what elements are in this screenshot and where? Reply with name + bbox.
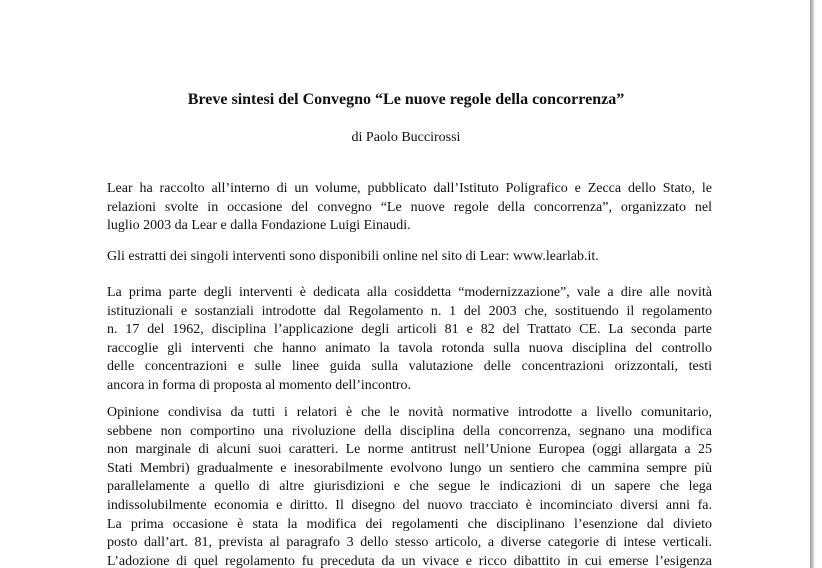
text-line: La prima occasione è stata la modifica dei regolamenti che disciplinano l’esenzione dal divieto bbox=[107, 516, 712, 532]
text-line: Stati Membri) gradualmente e inesorabilmente evolvono lungo un sentiero che cammina sempre più bbox=[107, 460, 712, 476]
text-line: luglio 2003 da Lear e dalla Fondazione Luigi Einaudi. bbox=[107, 218, 411, 234]
paragraph-4 bbox=[107, 404, 712, 568]
text-line: parallelamente a quello di altre giurisdizioni e che segue le indicazioni di un sapere che lega bbox=[107, 479, 712, 495]
text-line: indissolubilmente economia e diritto. Il disegno del nuovo tracciato è incominciato diversi anni fa. bbox=[107, 497, 712, 513]
paragraph-3 bbox=[107, 284, 712, 396]
text-line: n. 17 del 1962, disciplina l’applicazione degli articoli 81 e 82 del Trattato CE. La seconda parte bbox=[107, 322, 712, 338]
text-line: istituzionali e sostanziali introdotte dal Regolamento n. 1 del 2003 che, sostituendo il regolamento bbox=[107, 303, 712, 319]
text-line: delle concentrazioni e sulle linee guida sulla valutazione delle concentrazioni orizzontali, testi bbox=[107, 359, 712, 375]
text-line: sebbene non comportino una rivoluzione della disciplina della concorrenza, segnano una modifica bbox=[107, 423, 712, 439]
text-line: posto dall’art. 81, prevista al paragrafo 3 dello stesso articolo, a diverse categorie di intese verticali. bbox=[107, 535, 712, 551]
text-line: relazioni svolte in occasione del convegno “Le nuove regole della concorrenza”, organizzato nel bbox=[107, 199, 712, 215]
text-line: Lear ha raccolto all’interno di un volume, pubblicato dall’Istituto Poligrafico e Zecca dello Stato, le bbox=[107, 181, 712, 196]
text-line: non marginale di alcuni suoi caratteri. Le norme antitrust nell’Unione Europea (oggi allargata a 25 bbox=[107, 442, 712, 458]
paragraph-2 bbox=[107, 248, 712, 267]
paragraph-1 bbox=[107, 180, 712, 236]
text-line: Gli estratti dei singoli interventi sono disponibili online nel sito di Lear: www.learlab.it. bbox=[107, 249, 599, 264]
text-line: Opinione condivisa da tutti i relatori è che le novità normative introdotte a livello comunitario, bbox=[107, 405, 712, 420]
document-title: Breve sintesi del Convegno “Le nuove regole della concorrenza” bbox=[187, 91, 625, 108]
text-line: La prima parte degli interventi è dedicata alla cosiddetta “modernizzazione”, vale a dire alle novità bbox=[107, 285, 712, 300]
document-author: di Paolo Buccirossi bbox=[351, 130, 461, 145]
page-edge-shadow bbox=[810, 0, 815, 568]
document-page bbox=[2, 0, 810, 568]
text-line: raccoglie gli interventi che hanno animato la tavola rotonda sulla nuova disciplina del controllo bbox=[107, 340, 712, 356]
text-line: L’adozione di quel regolamento fu preceduta da un vivace e ricco dibattito in cui emerse l’esigenza bbox=[107, 553, 712, 568]
text-line: ancora in forma di proposta al momento dell’incontro. bbox=[107, 377, 412, 393]
